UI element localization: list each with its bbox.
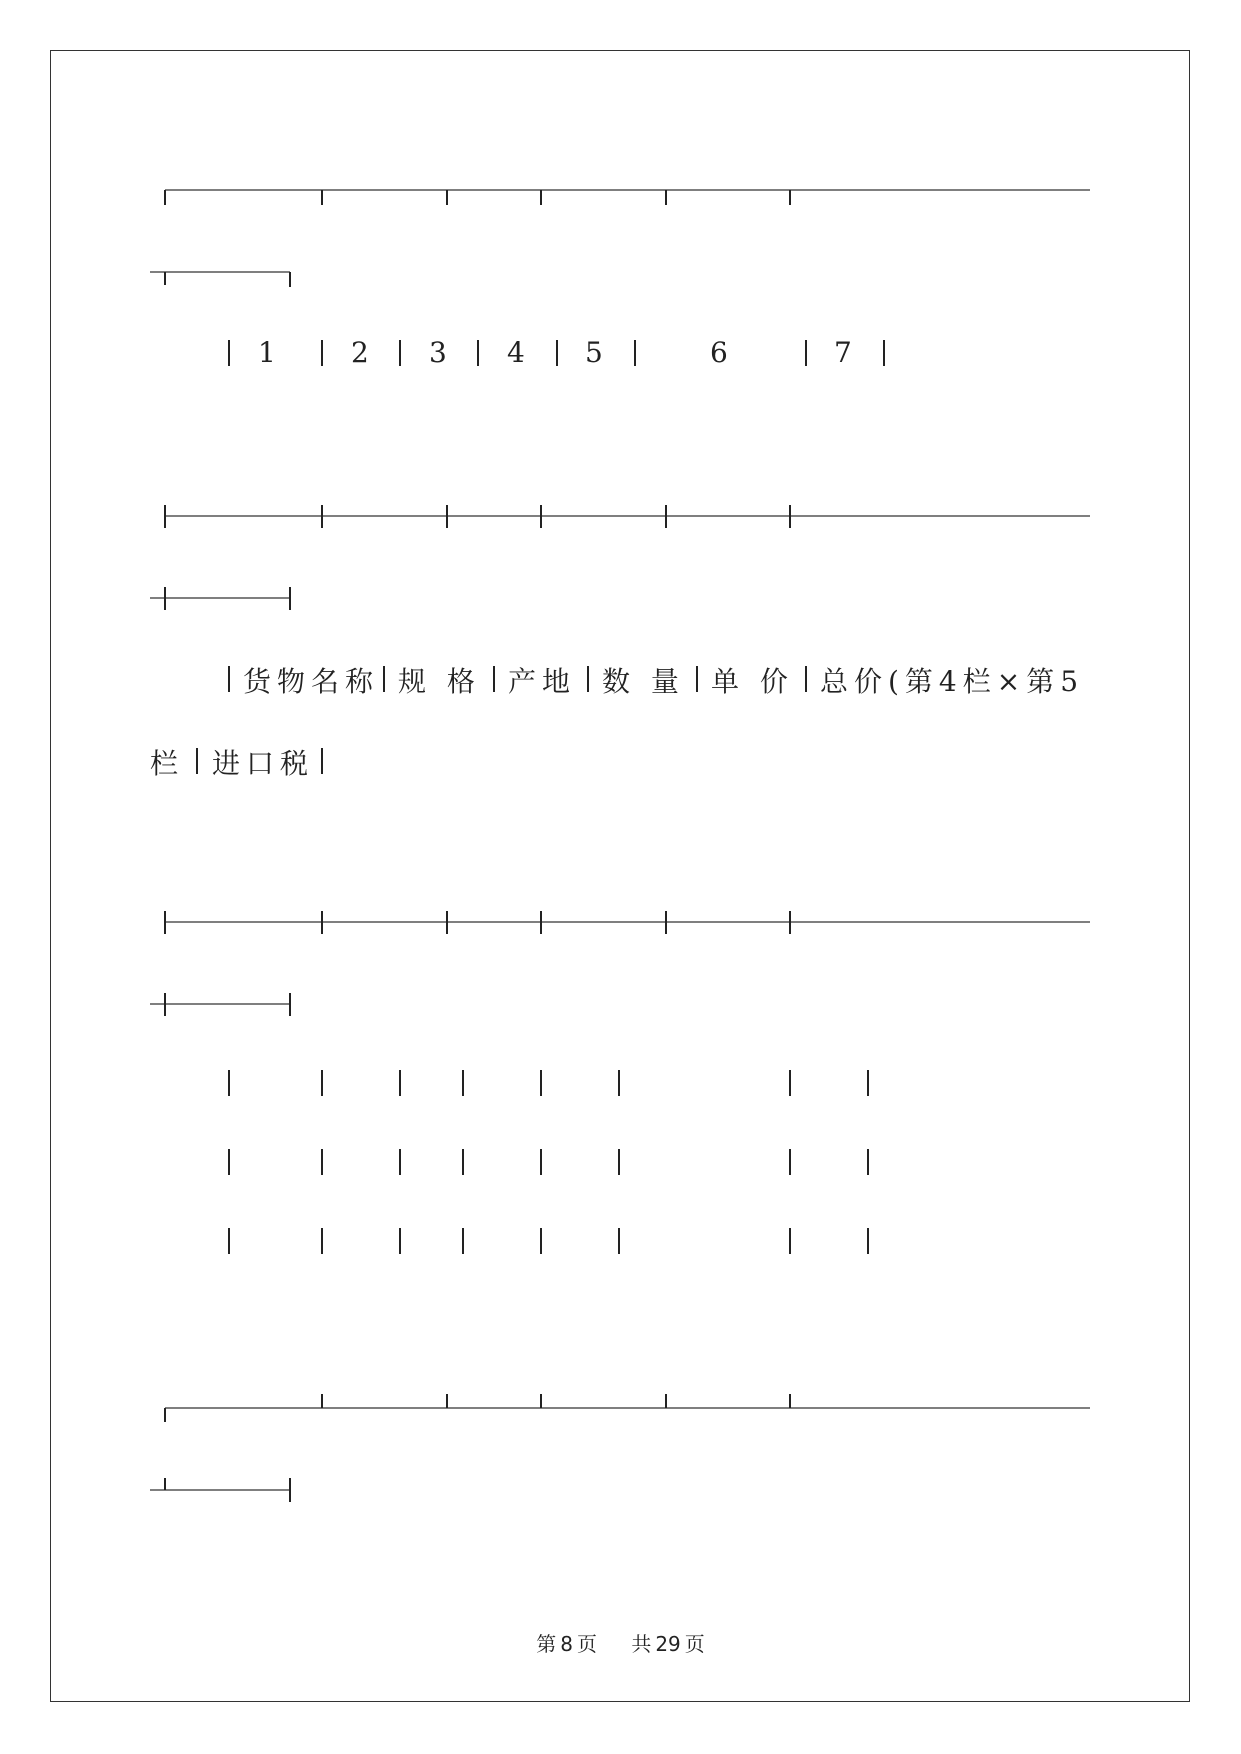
header-total-price: 总价(第4栏×第5 <box>820 665 1085 698</box>
column-number-6: 6 <box>710 336 728 369</box>
separator-line-2-wrap <box>150 993 290 1016</box>
empty-row-3 <box>229 1228 868 1254</box>
number-row-bars <box>229 340 884 366</box>
separator-line-2 <box>165 911 1090 934</box>
separator-line-1-wrap <box>150 587 290 610</box>
bottom-border-line-wrap <box>150 1478 290 1502</box>
empty-row-1 <box>229 1070 868 1096</box>
bottom-border-line <box>165 1394 1090 1422</box>
footer-total-label: 共 29 页 <box>631 1632 705 1656</box>
top-border-line <box>165 190 1090 205</box>
column-number-4: 4 <box>507 336 525 369</box>
separator-line-1 <box>165 505 1090 528</box>
column-number-7: 7 <box>834 336 852 369</box>
footer-page-label: 第 8 页 <box>536 1632 597 1656</box>
header-unit-price: 单 价 <box>711 665 794 698</box>
header-goods-name: 货物名称 <box>243 665 380 698</box>
header-import-tax: 进口税 <box>212 747 315 780</box>
header-column-wrap: 栏 <box>150 747 185 780</box>
header-origin: 产地 <box>508 665 577 698</box>
header-quantity: 数 量 <box>602 665 685 698</box>
column-number-5: 5 <box>585 336 603 369</box>
page-footer <box>0 1628 1241 1657</box>
top-border-line-wrap <box>150 272 290 287</box>
column-number-1: 1 <box>258 336 276 369</box>
header-spec: 规 格 <box>398 665 481 698</box>
column-number-2: 2 <box>351 336 369 369</box>
empty-row-2 <box>229 1149 868 1175</box>
column-number-3: 3 <box>429 336 447 369</box>
